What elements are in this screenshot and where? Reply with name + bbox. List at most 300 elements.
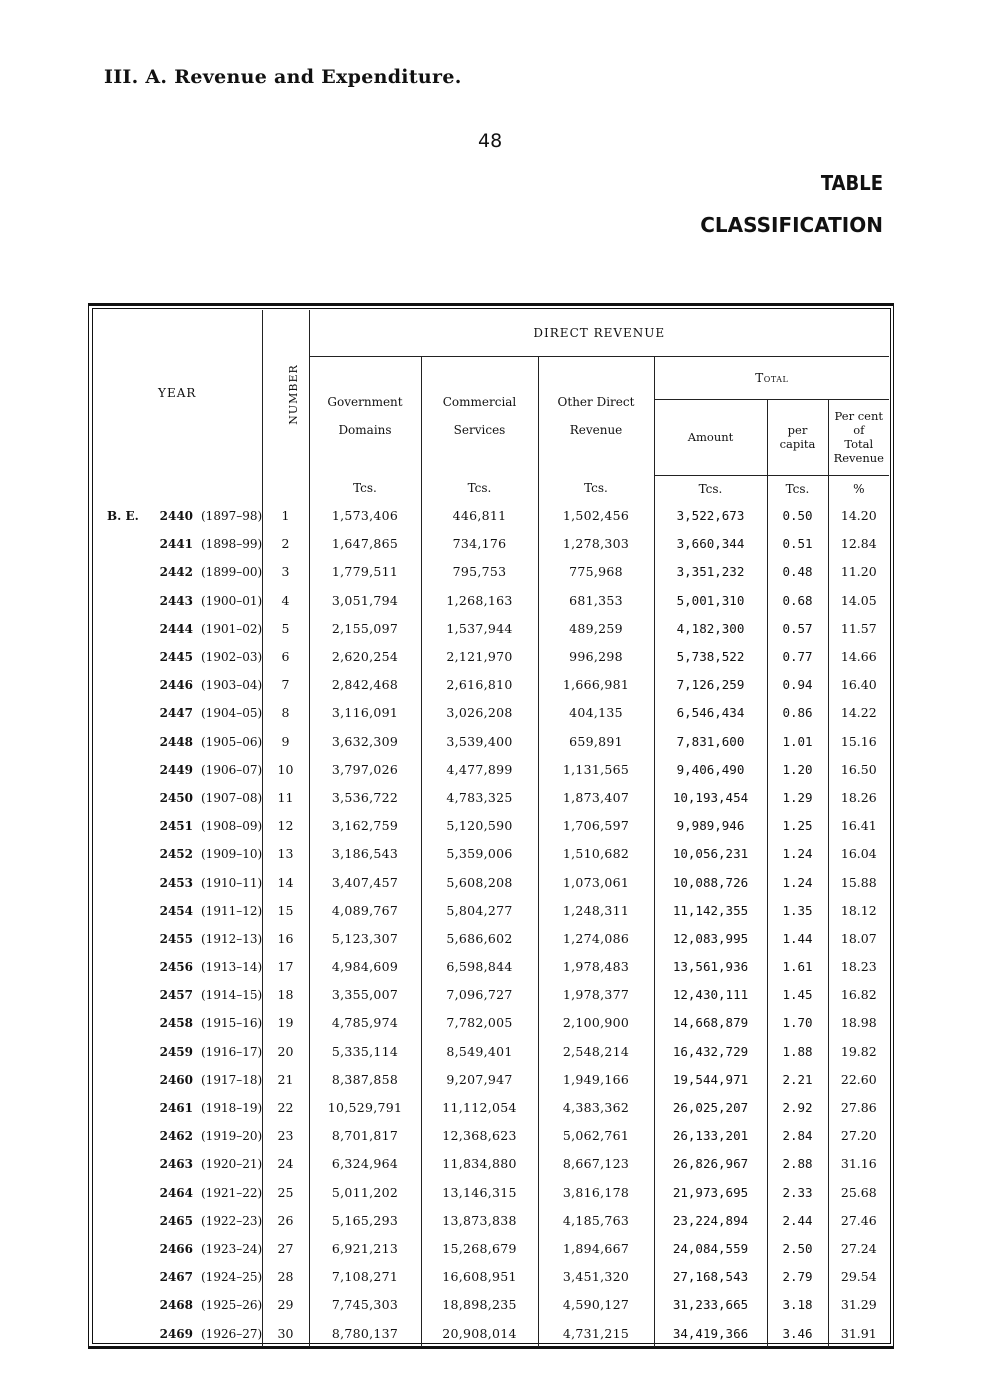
section-heading: III. A. Revenue and Expenditure. [104,66,462,88]
percent-of-revenue-cell: 16.04 [828,840,889,868]
buddhist-year: 2451 [159,819,193,834]
year-cell [93,1065,262,1093]
gregorian-years: (1921–22) [201,1185,263,1200]
unit-percent: % [828,475,889,502]
government-domains-header: Government Domains [309,357,421,476]
percent-of-revenue-cell: 27.24 [828,1234,889,1262]
total-amount-cell: 6,546,434 [654,699,767,727]
government-domains-cell: 2,620,254 [309,642,421,670]
per-capita-cell: 2.79 [767,1263,828,1291]
government-domains-cell: 10,529,791 [309,1093,421,1121]
commercial-services-cell: 5,120,590 [421,812,538,840]
buddhist-year: 2463 [159,1157,193,1172]
row-number: 15 [262,896,309,924]
table-row [93,953,889,981]
year-cell [93,924,262,952]
per-capita-cell: 0.51 [767,530,828,558]
buddhist-year: 2469 [159,1326,193,1341]
units-row [93,475,889,502]
gregorian-years: (1917–18) [201,1072,263,1087]
commercial-services-cell: 5,686,602 [421,924,538,952]
per-capita-cell: 1.45 [767,981,828,1009]
row-number: 13 [262,840,309,868]
commercial-services-cell: 4,783,325 [421,783,538,811]
row-number: 5 [262,614,309,642]
per-capita-cell: 1.35 [767,896,828,924]
unit-per-capita: Tcs. [767,475,828,502]
other-direct-revenue-cell: 659,891 [538,727,654,755]
table-row [93,896,889,924]
page-number: 48 [478,130,503,152]
table-row [93,1122,889,1150]
government-domains-cell: 4,984,609 [309,953,421,981]
row-number: 10 [262,755,309,783]
total-amount-cell: 26,025,207 [654,1093,767,1121]
classification-label: CLASSIFICATION [700,213,883,237]
buddhist-year: 2468 [159,1298,193,1313]
government-domains-cell: 3,162,759 [309,812,421,840]
total-amount-cell: 4,182,300 [654,614,767,642]
percent-of-revenue-cell: 16.82 [828,981,889,1009]
percent-of-revenue-cell: 16.41 [828,812,889,840]
percent-of-revenue-cell: 22.60 [828,1065,889,1093]
per-capita-cell: 0.57 [767,614,828,642]
year-cell [93,1263,262,1291]
era-label: B. E. [107,509,139,524]
per-capita-cell: 1.24 [767,840,828,868]
commercial-services-cell: 16,608,951 [421,1263,538,1291]
percent-of-revenue-cell: 18.98 [828,1009,889,1037]
year-cell [93,671,262,699]
per-capita-cell: 2.92 [767,1093,828,1121]
row-number: 30 [262,1319,309,1347]
year-cell [93,896,262,924]
row-number: 2 [262,530,309,558]
government-domains-cell: 1,647,865 [309,530,421,558]
table-row [93,1319,889,1347]
year-cell [93,1009,262,1037]
buddhist-year: 2450 [159,790,193,805]
unit-amount: Tcs. [654,475,767,502]
revenue-table-frame [88,303,894,1349]
per-capita-cell: 0.68 [767,586,828,614]
commercial-services-cell: 12,368,623 [421,1122,538,1150]
other-direct-revenue-cell: 8,667,123 [538,1150,654,1178]
per-capita-cell: 1.61 [767,953,828,981]
table-row [93,1037,889,1065]
year-cell [93,783,262,811]
government-domains-cell: 6,921,213 [309,1234,421,1262]
table-row [93,727,889,755]
percent-of-revenue-cell: 15.88 [828,868,889,896]
other-direct-revenue-cell: 1,706,597 [538,812,654,840]
table-row [93,1009,889,1037]
table-row [93,530,889,558]
year-cell [93,642,262,670]
commercial-services-cell: 20,908,014 [421,1319,538,1347]
other-direct-revenue-header: Other Direct Revenue [538,357,654,476]
per-capita-cell: 1.24 [767,868,828,896]
table-row [93,1206,889,1234]
commercial-services-cell: 18,898,235 [421,1291,538,1319]
year-cell [93,812,262,840]
row-number: 26 [262,1206,309,1234]
other-direct-revenue-cell: 489,259 [538,614,654,642]
direct-revenue-header: DIRECT REVENUE [309,310,889,357]
buddhist-year: 2462 [159,1129,193,1144]
table-row [93,558,889,586]
row-number: 28 [262,1263,309,1291]
year-cell [93,755,262,783]
row-number: 23 [262,1122,309,1150]
year-cell [93,1319,262,1347]
total-amount-cell: 7,831,600 [654,727,767,755]
total-amount-cell: 9,989,946 [654,812,767,840]
gregorian-years: (1920–21) [201,1157,263,1172]
total-amount-cell: 16,432,729 [654,1037,767,1065]
unit-other: Tcs. [538,475,654,502]
total-amount-cell: 3,660,344 [654,530,767,558]
buddhist-year: 2457 [159,988,193,1003]
per-cent-header: Per cent of Total Revenue [828,400,889,476]
percent-of-revenue-cell: 19.82 [828,1037,889,1065]
total-amount-cell: 24,084,559 [654,1234,767,1262]
other-direct-revenue-cell: 2,548,214 [538,1037,654,1065]
gregorian-years: (1912–13) [201,931,263,946]
government-domains-cell: 1,779,511 [309,558,421,586]
government-domains-cell: 5,011,202 [309,1178,421,1206]
row-number: 22 [262,1093,309,1121]
total-amount-cell: 19,544,971 [654,1065,767,1093]
year-cell [93,699,262,727]
total-amount-cell: 14,668,879 [654,1009,767,1037]
other-direct-revenue-cell: 1,510,682 [538,840,654,868]
table-row [93,1150,889,1178]
year-cell [93,1037,262,1065]
per-capita-cell: 2.44 [767,1206,828,1234]
gregorian-years: (1899–00) [201,565,263,580]
gregorian-years: (1901–02) [201,621,263,636]
government-domains-cell: 5,123,307 [309,924,421,952]
gregorian-years: (1897–98) [201,509,263,524]
row-number: 11 [262,783,309,811]
total-amount-cell: 12,430,111 [654,981,767,1009]
other-direct-revenue-cell: 1,894,667 [538,1234,654,1262]
commercial-services-cell: 795,753 [421,558,538,586]
buddhist-year: 2466 [159,1241,193,1256]
percent-of-revenue-cell: 18.23 [828,953,889,981]
other-direct-revenue-cell: 1,278,303 [538,530,654,558]
other-direct-revenue-cell: 3,816,178 [538,1178,654,1206]
table-row [93,671,889,699]
percent-of-revenue-cell: 27.20 [828,1122,889,1150]
other-direct-revenue-cell: 1,873,407 [538,783,654,811]
commercial-services-cell: 734,176 [421,530,538,558]
commercial-services-cell: 1,268,163 [421,586,538,614]
row-number: 19 [262,1009,309,1037]
gregorian-years: (1904–05) [201,706,263,721]
other-direct-revenue-cell: 4,731,215 [538,1319,654,1347]
commercial-services-cell: 11,834,880 [421,1150,538,1178]
table-row [93,1263,889,1291]
buddhist-year: 2456 [159,960,193,975]
gregorian-years: (1909–10) [201,847,263,862]
table-row [93,1178,889,1206]
total-amount-cell: 3,522,673 [654,502,767,530]
table-row [93,812,889,840]
gregorian-years: (1905–06) [201,734,263,749]
commercial-services-cell: 1,537,944 [421,614,538,642]
commercial-services-cell: 13,873,838 [421,1206,538,1234]
table-row [93,1234,889,1262]
other-direct-revenue-cell: 1,666,981 [538,671,654,699]
gregorian-years: (1908–09) [201,819,263,834]
percent-of-revenue-cell: 18.26 [828,783,889,811]
per-capita-cell: 0.77 [767,642,828,670]
per-capita-cell: 3.46 [767,1319,828,1347]
percent-of-revenue-cell: 31.91 [828,1319,889,1347]
government-domains-cell: 5,335,114 [309,1037,421,1065]
gregorian-years: (1916–17) [201,1044,263,1059]
total-amount-cell: 11,142,355 [654,896,767,924]
table-row [93,868,889,896]
year-cell [93,1150,262,1178]
government-domains-cell: 8,701,817 [309,1122,421,1150]
year-cell [93,586,262,614]
total-amount-cell: 5,738,522 [654,642,767,670]
percent-of-revenue-cell: 25.68 [828,1178,889,1206]
percent-of-revenue-cell: 15.16 [828,727,889,755]
total-amount-cell: 10,193,454 [654,783,767,811]
per-capita-cell: 2.84 [767,1122,828,1150]
year-cell [93,1122,262,1150]
total-amount-cell: 5,001,310 [654,586,767,614]
government-domains-cell: 3,186,543 [309,840,421,868]
per-capita-cell: 3.18 [767,1291,828,1319]
row-number: 1 [262,502,309,530]
table-row [93,1093,889,1121]
table-row [93,502,889,530]
table-row [93,755,889,783]
commercial-services-cell: 5,804,277 [421,896,538,924]
row-number: 20 [262,1037,309,1065]
row-number: 21 [262,1065,309,1093]
percent-of-revenue-cell: 29.54 [828,1263,889,1291]
row-number: 27 [262,1234,309,1262]
commercial-services-cell: 11,112,054 [421,1093,538,1121]
table-row [93,1291,889,1319]
total-amount-cell: 12,083,995 [654,924,767,952]
buddhist-year: 2459 [159,1044,193,1059]
other-direct-revenue-cell: 4,590,127 [538,1291,654,1319]
percent-of-revenue-cell: 18.12 [828,896,889,924]
percent-of-revenue-cell: 16.50 [828,755,889,783]
buddhist-year: 2467 [159,1270,193,1285]
gregorian-years: (1910–11) [201,875,263,890]
unit-com: Tcs. [421,475,538,502]
per-capita-cell: 1.29 [767,783,828,811]
commercial-services-cell: 7,782,005 [421,1009,538,1037]
buddhist-year: 2464 [159,1185,193,1200]
table-row [93,924,889,952]
table-row [93,1065,889,1093]
total-amount-cell: 23,224,894 [654,1206,767,1234]
row-number: 25 [262,1178,309,1206]
per-capita-cell: 0.48 [767,558,828,586]
percent-of-revenue-cell: 11.20 [828,558,889,586]
other-direct-revenue-cell: 4,185,763 [538,1206,654,1234]
other-direct-revenue-cell: 4,383,362 [538,1093,654,1121]
total-amount-cell: 34,419,366 [654,1319,767,1347]
gregorian-years: (1907–08) [201,790,263,805]
government-domains-cell: 4,089,767 [309,896,421,924]
other-direct-revenue-cell: 2,100,900 [538,1009,654,1037]
unit-gov: Tcs. [309,475,421,502]
gregorian-years: (1913–14) [201,960,263,975]
percent-of-revenue-cell: 31.16 [828,1150,889,1178]
other-direct-revenue-cell: 1,248,311 [538,896,654,924]
government-domains-cell: 6,324,964 [309,1150,421,1178]
year-cell [93,1234,262,1262]
total-header: Total [654,357,889,400]
commercial-services-cell: 446,811 [421,502,538,530]
total-amount-cell: 31,233,665 [654,1291,767,1319]
other-direct-revenue-cell: 1,978,377 [538,981,654,1009]
buddhist-year: 2441 [159,537,193,552]
year-cell [93,1093,262,1121]
other-direct-revenue-cell: 1,978,483 [538,953,654,981]
percent-of-revenue-cell: 31.29 [828,1291,889,1319]
commercial-services-cell: 3,539,400 [421,727,538,755]
buddhist-year: 2440 [159,509,193,524]
row-number: 29 [262,1291,309,1319]
government-domains-cell: 3,797,026 [309,755,421,783]
gregorian-years: (1900–01) [201,593,263,608]
row-number: 4 [262,586,309,614]
other-direct-revenue-cell: 1,274,086 [538,924,654,952]
commercial-services-cell: 5,608,208 [421,868,538,896]
buddhist-year: 2443 [159,593,193,608]
number-header: NUMBER [262,310,309,475]
percent-of-revenue-cell: 14.05 [828,586,889,614]
commercial-services-cell: 7,096,727 [421,981,538,1009]
percent-of-revenue-cell: 14.66 [828,642,889,670]
percent-of-revenue-cell: 12.84 [828,530,889,558]
gregorian-years: (1906–07) [201,762,263,777]
per-capita-cell: 2.88 [767,1150,828,1178]
year-cell [93,502,262,530]
per-capita-cell: 1.20 [767,755,828,783]
gregorian-years: (1915–16) [201,1016,263,1031]
total-amount-cell: 26,826,967 [654,1150,767,1178]
row-number: 8 [262,699,309,727]
gregorian-years: (1925–26) [201,1298,263,1313]
gregorian-years: (1923–24) [201,1241,263,1256]
other-direct-revenue-cell: 404,135 [538,699,654,727]
buddhist-year: 2442 [159,565,193,580]
other-direct-revenue-cell: 775,968 [538,558,654,586]
gregorian-years: (1919–20) [201,1129,263,1144]
total-amount-cell: 3,351,232 [654,558,767,586]
year-header: YEAR [158,385,197,400]
buddhist-year: 2447 [159,706,193,721]
other-direct-revenue-cell: 1,073,061 [538,868,654,896]
row-number: 18 [262,981,309,1009]
commercial-services-cell: 13,146,315 [421,1178,538,1206]
government-domains-cell: 7,745,303 [309,1291,421,1319]
government-domains-cell: 1,573,406 [309,502,421,530]
gregorian-years: (1922–23) [201,1213,263,1228]
table-row [93,642,889,670]
per-capita-cell: 2.50 [767,1234,828,1262]
year-cell [93,530,262,558]
buddhist-year: 2458 [159,1016,193,1031]
per-capita-cell: 1.44 [767,924,828,952]
buddhist-year: 2455 [159,931,193,946]
row-number: 9 [262,727,309,755]
row-number: 17 [262,953,309,981]
year-cell [93,727,262,755]
buddhist-year: 2452 [159,847,193,862]
buddhist-year: 2444 [159,621,193,636]
total-amount-cell: 27,168,543 [654,1263,767,1291]
year-cell [93,981,262,1009]
buddhist-year: 2453 [159,875,193,890]
gregorian-years: (1924–25) [201,1270,263,1285]
percent-of-revenue-cell: 27.46 [828,1206,889,1234]
commercial-services-cell: 9,207,947 [421,1065,538,1093]
gregorian-years: (1914–15) [201,988,263,1003]
per-capita-cell: 1.25 [767,812,828,840]
total-amount-cell: 10,088,726 [654,868,767,896]
year-cell [93,1206,262,1234]
government-domains-cell: 7,108,271 [309,1263,421,1291]
table-row [93,840,889,868]
row-number: 24 [262,1150,309,1178]
per-capita-cell: 0.86 [767,699,828,727]
buddhist-year: 2460 [159,1072,193,1087]
government-domains-cell: 8,780,137 [309,1319,421,1347]
buddhist-year: 2461 [159,1101,193,1116]
government-domains-cell: 3,116,091 [309,699,421,727]
year-cell [93,868,262,896]
total-amount-cell: 10,056,231 [654,840,767,868]
commercial-services-cell: 5,359,006 [421,840,538,868]
row-number: 7 [262,671,309,699]
row-number: 16 [262,924,309,952]
per-capita-cell: 0.50 [767,502,828,530]
government-domains-cell: 3,355,007 [309,981,421,1009]
government-domains-cell: 5,165,293 [309,1206,421,1234]
year-cell [93,1178,262,1206]
gregorian-years: (1902–03) [201,650,263,665]
commercial-services-cell: 6,598,844 [421,953,538,981]
per-capita-cell: 1.01 [767,727,828,755]
percent-of-revenue-cell: 14.22 [828,699,889,727]
percent-of-revenue-cell: 14.20 [828,502,889,530]
total-amount-cell: 9,406,490 [654,755,767,783]
government-domains-cell: 8,387,858 [309,1065,421,1093]
government-domains-cell: 4,785,974 [309,1009,421,1037]
commercial-services-cell: 4,477,899 [421,755,538,783]
gregorian-years: (1911–12) [201,903,263,918]
government-domains-cell: 2,842,468 [309,671,421,699]
gregorian-years: (1918–19) [201,1101,263,1116]
commercial-services-cell: 8,549,401 [421,1037,538,1065]
year-cell [93,1291,262,1319]
per-capita-header: per capita [767,400,828,476]
total-amount-cell: 7,126,259 [654,671,767,699]
